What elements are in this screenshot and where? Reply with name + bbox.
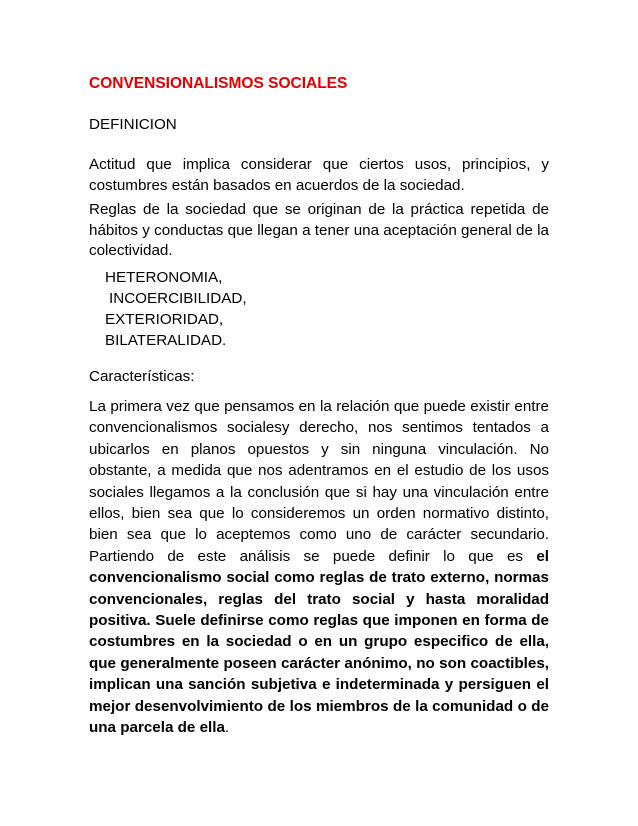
- section-heading-definicion: DEFINICION: [89, 116, 177, 133]
- document-title: CONVENSIONALISMOS SOCIALES: [89, 75, 348, 92]
- list-item: EXTERIORIDAD,: [105, 311, 224, 328]
- paragraph-2: Reglas de la sociedad que se originan de la práctica repetida de hábitos y conductas que llegan a tener una aceptación general de la colectividad.: [89, 201, 549, 259]
- paragraph-3-bold: el convencionalismo social como reglas de trato externo, normas convencionales, reglas del trato social y hasta moralidad positiva. Suele definirse como reglas que imponen en forma de costumbres en la sociedad o en un grupo especifico de ella, que generalmente poseen carácter anónimo, no son coactibles, implican una sanción subjetiva e indeterminada y persiguen el mejor desenvolvimiento de los miembros de la comunidad o de una parcela de ella: [89, 547, 549, 737]
- section-heading-caracteristicas: Características:: [89, 368, 195, 385]
- list-item: HETERONOMIA,: [105, 269, 223, 286]
- paragraph-1: Actitud que implica considerar que ciertos usos, principios, y costumbres están basados en acuerdos de la sociedad.: [89, 156, 549, 194]
- paragraph-3-end: .: [224, 719, 230, 737]
- paragraph-3-normal: La primera vez que pensamos en la relación que puede existir entre convencionalismos socialesy derecho, nos sentimos tentados a ubicarlos en planos opuestos y sin ninguna vinculación. No obstante, a medida que nos adentramos en el estudio de los usos sociales llegamos a la conclusión que si hay una vinculación entre ellos, bien sea que lo consideremos un orden normativo distinto, bien sea que lo aceptemos como uno de carácter secundario. Partiendo de este análisis se puede definir lo que es: [89, 398, 549, 565]
- paragraph-3: [89, 396, 549, 739]
- list-item: BILATERALIDAD.: [105, 332, 227, 349]
- list-item: INCOERCIBILIDAD,: [109, 290, 247, 307]
- characteristics-list: [105, 267, 405, 351]
